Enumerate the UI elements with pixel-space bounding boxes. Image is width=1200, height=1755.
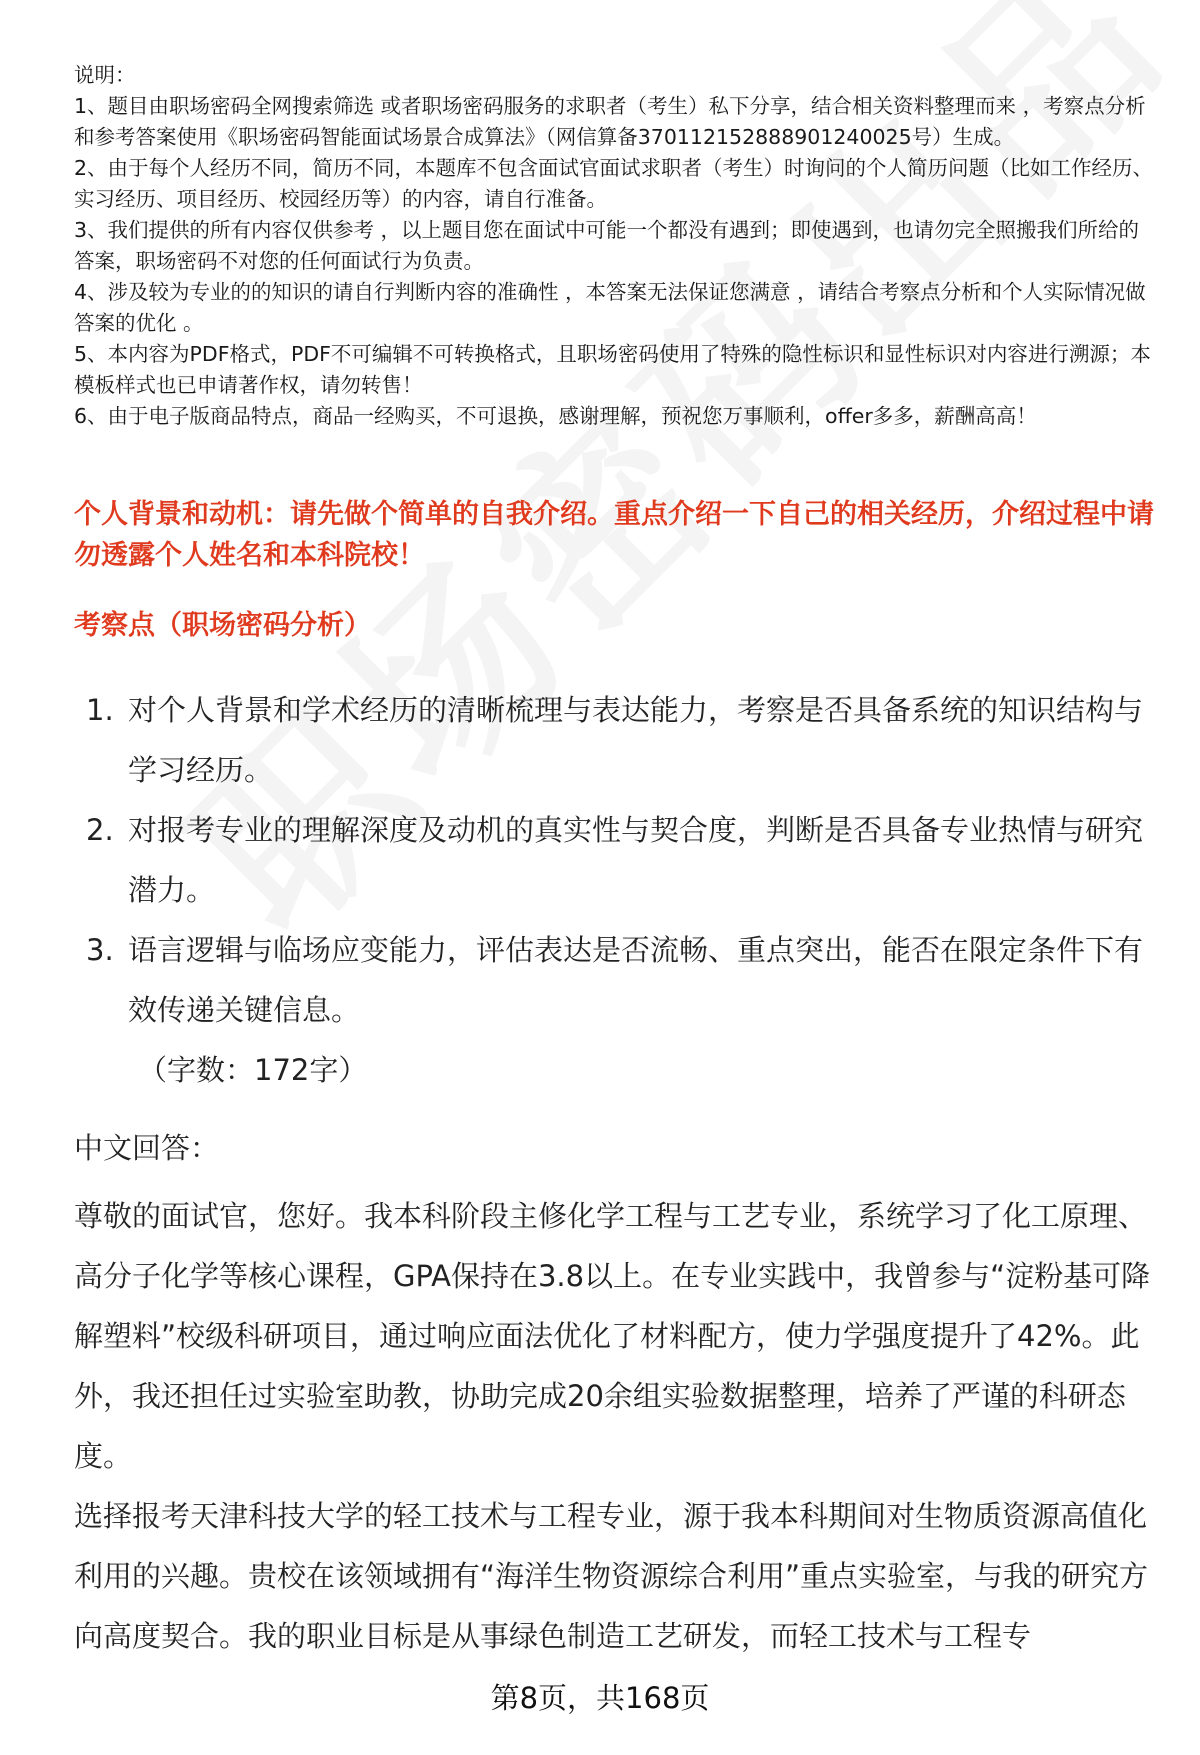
point-text: 对报考专业的理解深度及动机的真实性与契合度，判断是否具备专业热情与研究潜力。 [128,813,1144,907]
point-text: 语言逻辑与临场应变能力，评估表达是否流畅、重点突出，能否在限定条件下有效传递关键信息。 [128,933,1144,1027]
answer-label: 中文回答： [74,1131,220,1165]
answer-paragraph: 尊敬的面试官，您好。我本科阶段主修化学工程与工艺专业，系统学习了化工原理、高分子化学等核心课程，GPA保持在3.8以上。在专业实践中，我曾参与“淀粉基可降解塑料”校级科研项目，通过响应面法优化了材料配方，使力学强度提升了42%。此外，我还担任过实验室助教，协助完成20余组实验数据整理，培养了严谨的科研态度。 [74,1199,1151,1473]
point-number: 3. [86,933,114,967]
disclaimer-notes [74,60,1154,432]
note-item: 1、题目由职场密码全网搜索筛选 或者职场密码服务的求职者（考生）私下分享，结合相关资料整理而来 ，考察点分析和参考答案使用《职场密码智能面试场景合成算法》（网信算备370112152888901240025号）生成。 [74,94,1146,149]
page-number: 第8页，共168页 [490,1681,710,1715]
point-number: 2. [86,813,114,847]
question-heading: 个人背景和动机：请先做个简单的自我介绍。重点介绍一下自己的相关经历，介绍过程中请勿透露个人姓名和本科院校！ [74,499,1154,571]
note-item: 6、由于电子版商品特点，商品一经购买，不可退换，感谢理解，预祝您万事顺利，offer多多，薪酬高高！ [74,404,1037,428]
answer-paragraph: 选择报考天津科技大学的轻工技术与工程专业，源于我本科期间对生物质资源高值化利用的兴趣。贵校在该领域拥有“海洋生物资源综合利用”重点实验室，与我的研究方向高度契合。我的职业目标是从事绿色制造工艺研发，而轻工技术与工程专 [74,1499,1149,1653]
word-count: （字数：172字） [138,1053,368,1087]
point-number: 1. [86,693,114,727]
analysis-point [74,920,1154,1040]
note-item: 2、由于每个人经历不同，简历不同，本题库不包含面试官面试求职者（考生）时询问的个人简历问题（比如工作经历、实习经历、项目经历、校园经历等）的内容，请自行准备。 [74,156,1154,211]
analysis-point [74,800,1154,920]
analysis-point [74,680,1154,800]
notes-title: 说明： [74,63,136,87]
note-item: 5、本内容为PDF格式，PDF不可编辑不可转换格式，且职场密码使用了特殊的隐性标识和显性标识对内容进行溯源；本模板样式也已申请著作权，请勿转售！ [74,342,1151,397]
note-item: 4、涉及较为专业的的知识的请自行判断内容的准确性 ，本答案无法保证您满意 ，请结合考察点分析和个人实际情况做答案的优化 。 [74,280,1146,335]
point-text: 对个人背景和学术经历的清晰梳理与表达能力，考察是否具备系统的知识结构与学习经历。 [128,693,1144,787]
analysis-title: 考察点（职场密码分析） [74,610,371,641]
note-item: 3、我们提供的所有内容仅供参考 ，以上题目您在面试中可能一个都没有遇到；即使遇到，也请勿完全照搬我们所给的答案，职场密码不对您的任何面试行为负责。 [74,218,1140,273]
answer-body [74,1186,1156,1666]
analysis-points [74,680,1154,1100]
